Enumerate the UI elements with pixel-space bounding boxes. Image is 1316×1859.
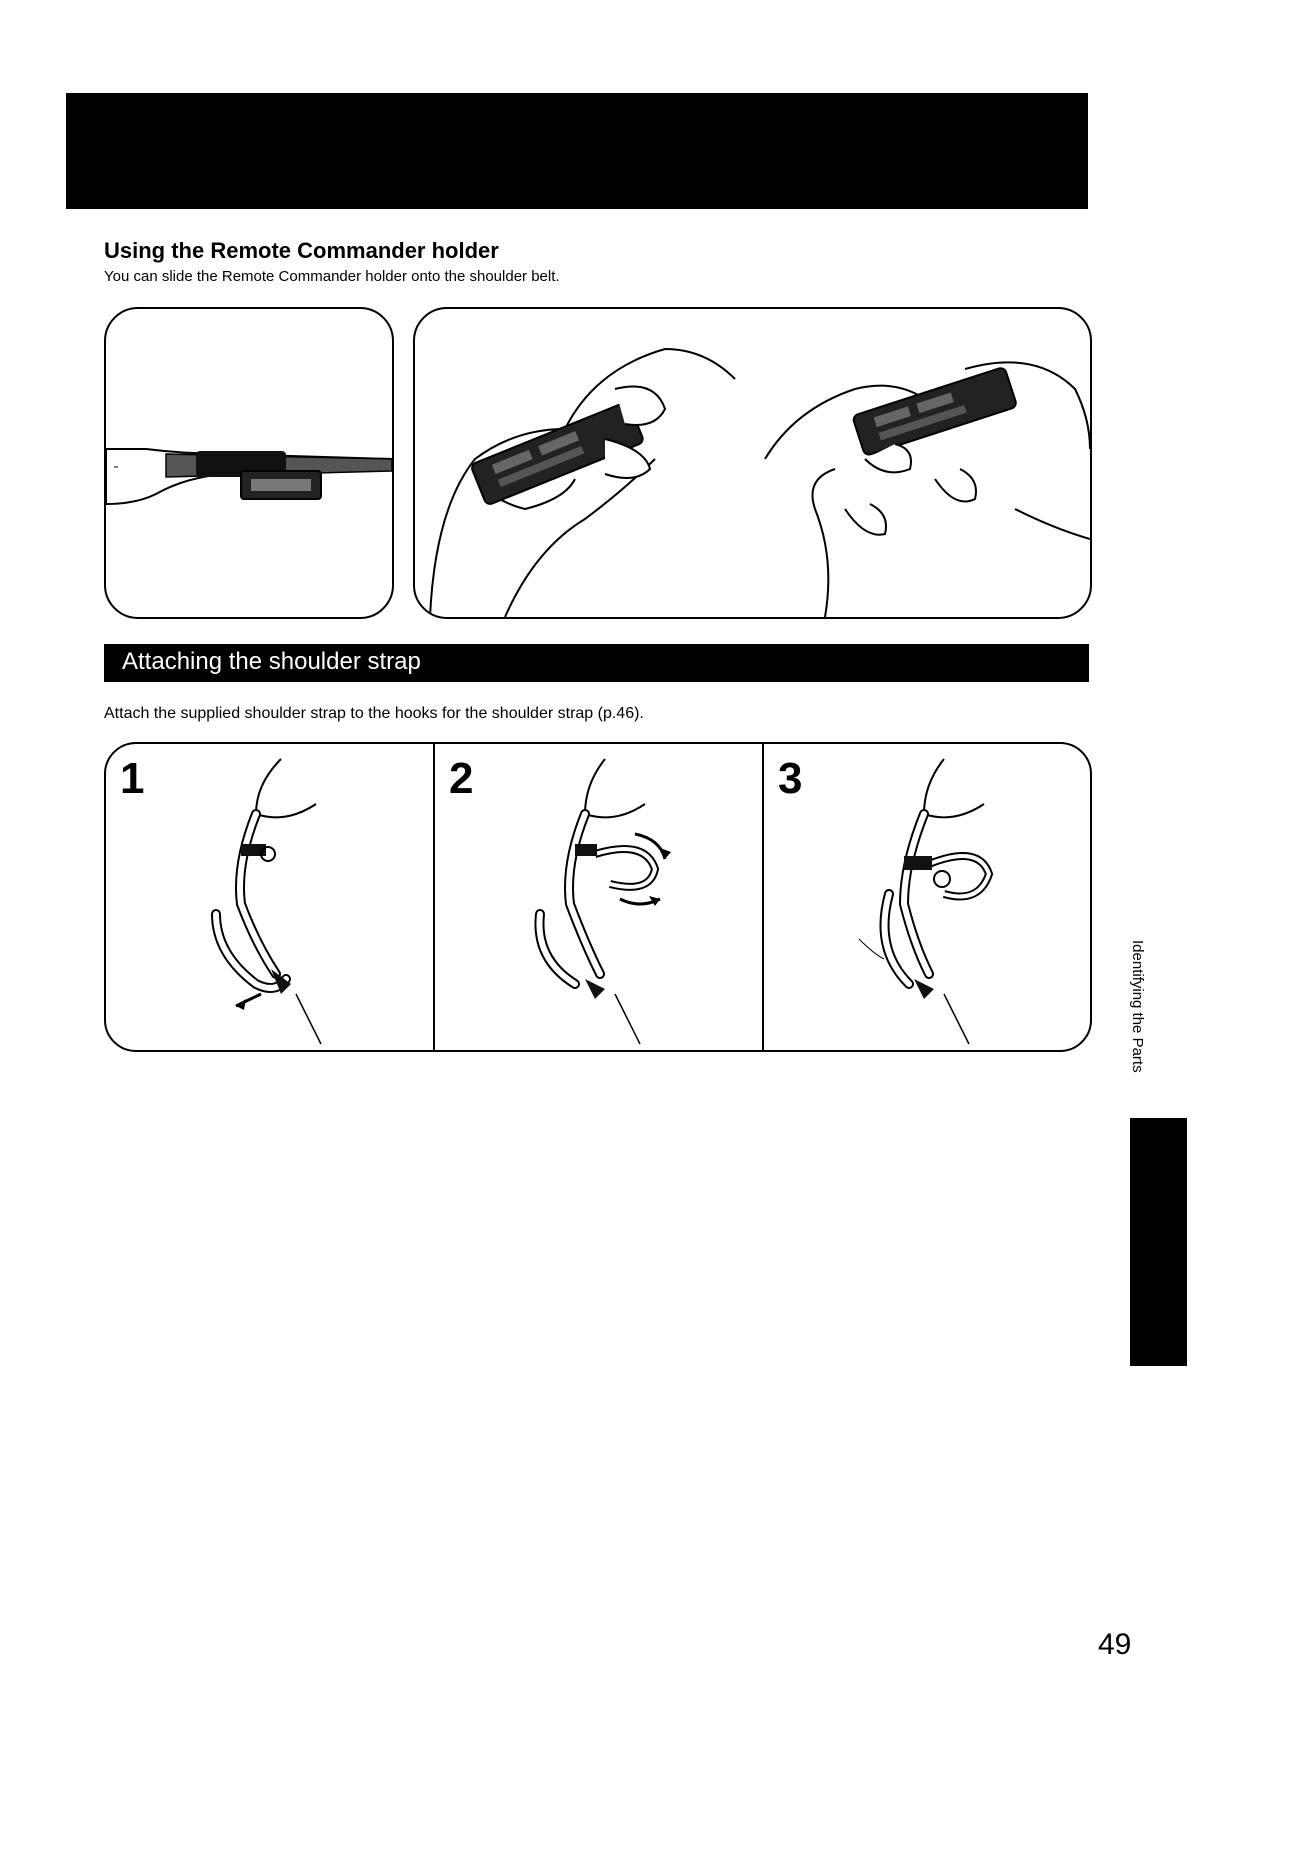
- shoulder-strap-heading: Attaching the shoulder strap: [122, 648, 421, 675]
- side-index-tab: [1130, 1118, 1187, 1366]
- step-3-panel: [764, 744, 1091, 1050]
- page-number: 49: [1098, 1628, 1132, 1661]
- step-1-strap-drawing: [106, 744, 433, 1050]
- step-2-strap-drawing: [435, 744, 762, 1050]
- step-3-strap-drawing: [764, 744, 1091, 1050]
- step-2-panel: [435, 744, 762, 1050]
- side-section-label: Identifying the Parts: [1129, 940, 1146, 1073]
- hands-sliding-remote-illustration: [413, 307, 1092, 619]
- step-1-panel: [106, 744, 433, 1050]
- strap-steps-illustration: [104, 742, 1092, 1052]
- shoulder-strap-description: Attach the supplied shoulder strap to the hooks for the shoulder strap (p.46).: [104, 705, 644, 722]
- remote-holder-description: You can slide the Remote Commander holder onto the shoulder belt.: [104, 268, 560, 285]
- step-1-number: 1: [120, 754, 145, 803]
- remote-holder-heading: Using the Remote Commander holder: [104, 238, 499, 263]
- section-bar: [104, 644, 1089, 682]
- holder-on-belt-illustration: [104, 307, 394, 619]
- header-banner: [66, 93, 1088, 209]
- step-3-number: 3: [778, 754, 803, 803]
- step-2-number: 2: [449, 754, 474, 803]
